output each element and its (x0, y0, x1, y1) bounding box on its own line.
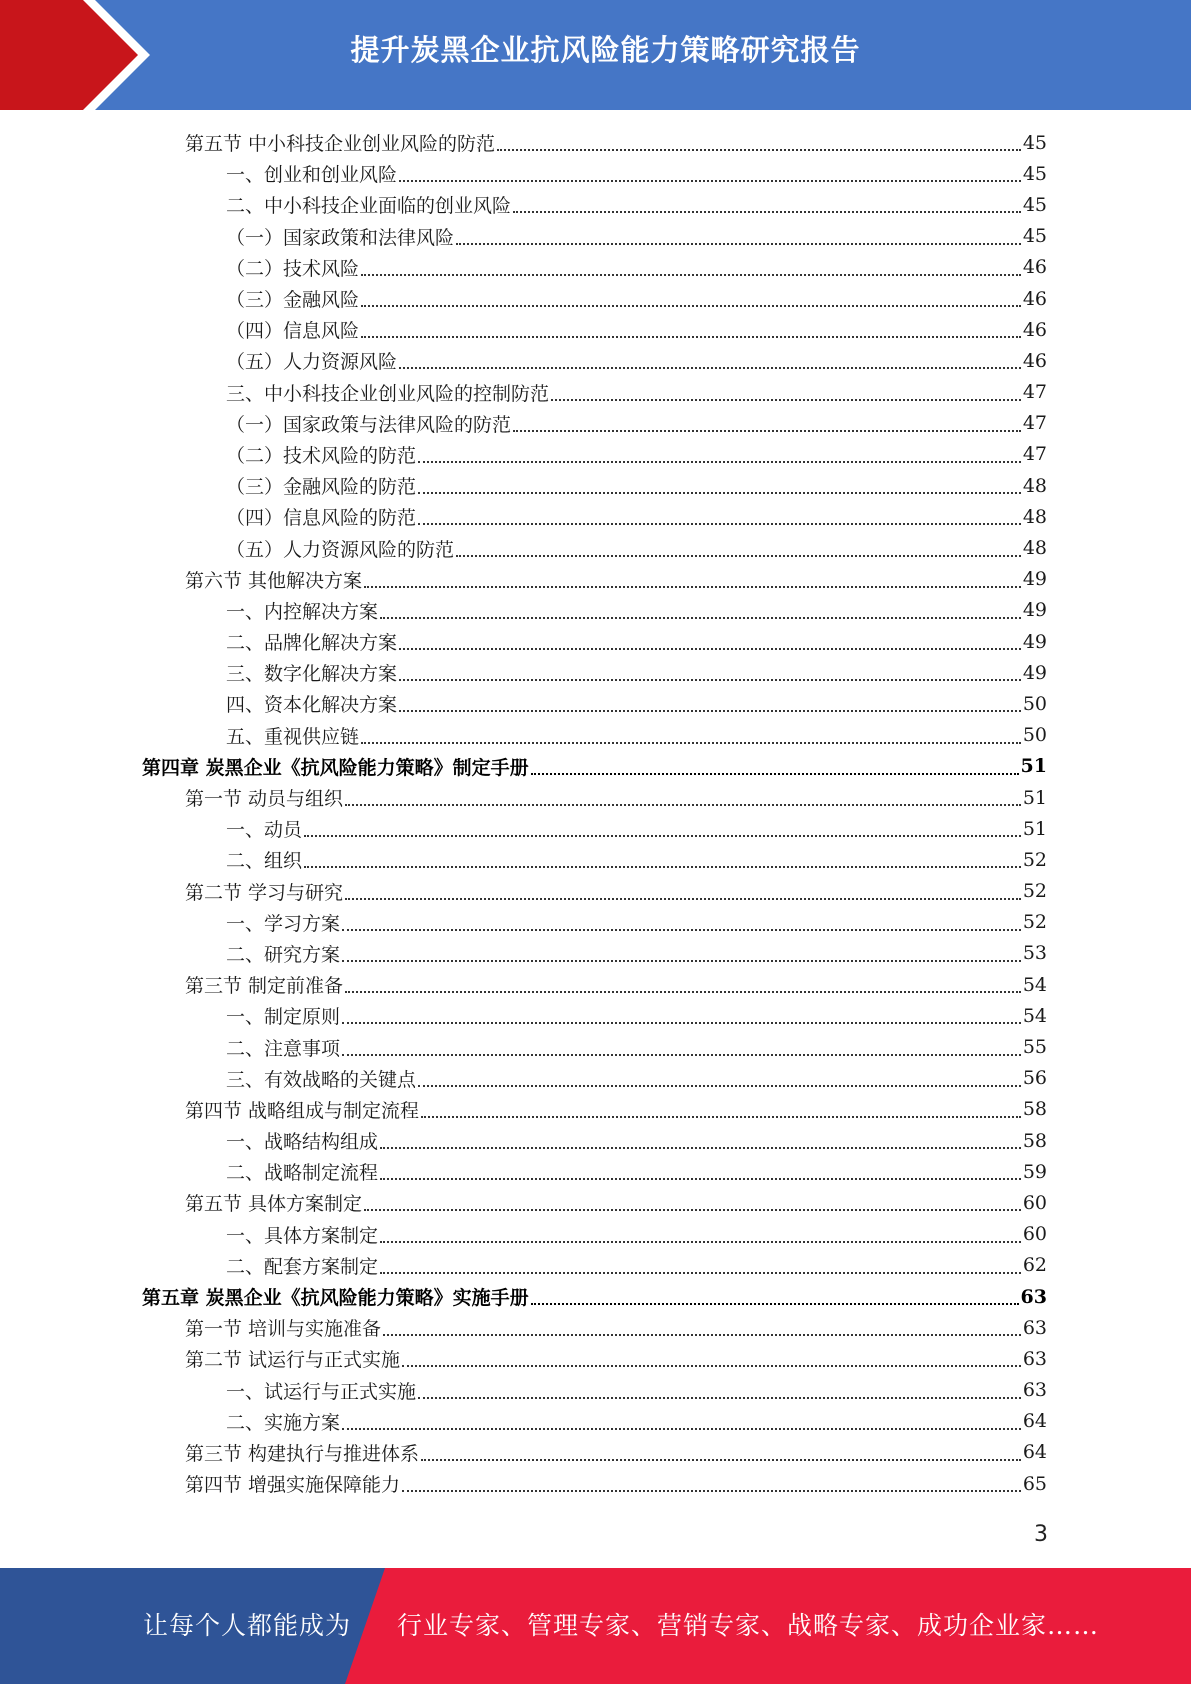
toc-entry-title: 第三节 构建执行与推进体系 (185, 1442, 420, 1465)
toc-page-number: 46 (1022, 318, 1047, 341)
toc-section-entry[interactable] (0, 1343, 1047, 1374)
toc-page-number: 48 (1022, 537, 1047, 560)
toc-entry-title: 二、组织 (226, 850, 303, 873)
toc-page-number: 50 (1022, 692, 1047, 715)
toc-chapter-entry[interactable] (0, 751, 1047, 782)
toc-dot-leader (421, 1115, 1021, 1118)
toc-entry-title: 二、配套方案制定 (226, 1255, 379, 1278)
toc-dot-leader (342, 1021, 1021, 1024)
toc-dot-leader (456, 554, 1021, 557)
toc-dot-leader (304, 834, 1021, 837)
toc-entry-title: 二、实施方案 (226, 1411, 341, 1434)
toc-chapter-entry[interactable] (0, 1281, 1047, 1312)
toc-dot-leader (345, 990, 1021, 993)
footer-slogan-left: 让每个人都能成为 (143, 1611, 352, 1640)
toc-page-number: 47 (1022, 412, 1047, 435)
report-title: 提升炭黑企业抗风险能力策略研究报告 (350, 33, 861, 67)
toc-page-number: 53 (1022, 942, 1047, 965)
toc-dot-leader (345, 803, 1021, 806)
toc-page-number: 51 (1022, 786, 1047, 809)
toc-page-number: 45 (1022, 193, 1047, 216)
toc-entry-title: 一、制定原则 (226, 1006, 341, 1029)
toc-section-entry[interactable] (0, 564, 1047, 595)
toc-page-number: 48 (1022, 474, 1047, 497)
toc-entry-title: 二、中小科技企业面临的创业风险 (226, 195, 512, 218)
toc-entry-title: 第四节 增强实施保障能力 (185, 1474, 401, 1497)
toc-section-entry[interactable] (0, 1094, 1047, 1125)
toc-page-number: 52 (1022, 848, 1047, 871)
toc-entry-title: （一）国家政策和法律风险 (226, 226, 455, 249)
toc-subsection-entry[interactable] (0, 501, 1047, 532)
toc-page-number: 51 (1020, 755, 1047, 778)
toc-dot-leader (304, 865, 1021, 868)
toc-subsection-entry[interactable] (0, 221, 1047, 252)
toc-entry-title: （五）人力资源风险的防范 (226, 538, 455, 561)
toc-page-number: 51 (1022, 817, 1047, 840)
toc-entry-title: 二、研究方案 (226, 943, 341, 966)
toc-dot-leader (361, 273, 1021, 276)
toc-page-number: 48 (1022, 505, 1047, 528)
toc-subsection-entry[interactable] (0, 189, 1047, 220)
toc-page-number: 47 (1022, 443, 1047, 466)
toc-dot-leader (361, 741, 1021, 744)
toc-dot-leader (361, 304, 1021, 307)
toc-page-number: 54 (1022, 973, 1047, 996)
page-number: 3 (1034, 1522, 1048, 1547)
toc-entry-title: （三）金融风险 (226, 289, 360, 312)
toc-entry-title: （三）金融风险的防范 (226, 476, 417, 499)
toc-dot-leader (364, 1208, 1021, 1211)
toc-entry-title: （四）信息风险 (226, 320, 360, 343)
toc-page-number: 50 (1022, 724, 1047, 747)
toc-page-number: 49 (1022, 661, 1047, 684)
toc-page-number: 49 (1022, 630, 1047, 653)
toc-dot-leader (342, 1053, 1021, 1056)
toc-subsection-entry[interactable] (0, 844, 1047, 875)
toc-dot-leader (342, 928, 1021, 931)
toc-subsection-entry[interactable] (0, 907, 1047, 938)
toc-dot-leader (399, 179, 1021, 182)
toc-subsection-entry[interactable] (0, 1156, 1047, 1187)
toc-subsection-entry[interactable] (0, 1375, 1047, 1406)
toc-section-entry[interactable] (0, 1468, 1047, 1499)
toc-entry-title: （一）国家政策与法律风险的防范 (226, 413, 512, 436)
page-footer (0, 1568, 1191, 1684)
toc-dot-leader (418, 1084, 1021, 1087)
toc-entry-title: 五、重视供应链 (226, 725, 360, 748)
toc-dot-leader (380, 1271, 1021, 1274)
toc-page-number: 64 (1022, 1441, 1047, 1464)
toc-dot-leader (380, 616, 1021, 619)
toc-entry-title: 第四章 炭黑企业《抗风险能力策略》制定手册 (142, 756, 529, 779)
toc-dot-leader (399, 647, 1021, 650)
toc-entry-title: 三、数字化解决方案 (226, 663, 398, 686)
toc-entry-title: 第五节 具体方案制定 (185, 1193, 363, 1216)
toc-section-entry[interactable] (0, 1437, 1047, 1468)
toc-entry-title: 第五节 中小科技企业创业风险的防范 (185, 133, 496, 156)
toc-dot-leader (383, 1333, 1021, 1336)
toc-dot-leader (345, 897, 1021, 900)
toc-entry-title: 第五章 炭黑企业《抗风险能力策略》实施手册 (142, 1287, 529, 1310)
toc-page-number: 45 (1022, 225, 1047, 248)
toc-dot-leader (402, 1364, 1021, 1367)
toc-dot-leader (418, 522, 1021, 525)
toc-subsection-entry[interactable] (0, 1031, 1047, 1062)
toc-subsection-entry[interactable] (0, 938, 1047, 969)
toc-dot-leader (551, 398, 1021, 401)
toc-page-number: 46 (1022, 287, 1047, 310)
toc-entry-title: 三、有效战略的关键点 (226, 1068, 417, 1091)
toc-entry-title: 二、品牌化解决方案 (226, 632, 398, 655)
toc-page-number: 54 (1022, 1004, 1047, 1027)
toc-subsection-entry[interactable] (0, 813, 1047, 844)
toc-subsection-entry[interactable] (0, 408, 1047, 439)
toc-page-number: 56 (1022, 1067, 1047, 1090)
toc-page-number: 63 (1022, 1379, 1047, 1402)
toc-section-entry[interactable] (0, 876, 1047, 907)
toc-entry-title: 第二节 学习与研究 (185, 881, 344, 904)
toc-entry-title: 第二节 试运行与正式实施 (185, 1349, 401, 1372)
toc-page-number: 49 (1022, 599, 1047, 622)
toc-page-number: 63 (1022, 1347, 1047, 1370)
toc-entry-title: 二、注意事项 (226, 1037, 341, 1060)
toc-dot-leader (421, 1458, 1021, 1461)
toc-subsection-entry[interactable] (0, 1406, 1047, 1437)
toc-subsection-entry[interactable] (0, 377, 1047, 408)
toc-entry-title: （五）人力资源风险 (226, 351, 398, 374)
toc-dot-leader (497, 148, 1021, 151)
toc-dot-leader (513, 210, 1021, 213)
toc-entry-title: 一、学习方案 (226, 912, 341, 935)
toc-entry-title: 一、战略结构组成 (226, 1131, 379, 1154)
toc-page-number: 60 (1022, 1191, 1047, 1214)
toc-subsection-entry[interactable] (0, 1063, 1047, 1094)
footer-slogan-right: 行业专家、管理专家、营销专家、战略专家、成功企业家…… (397, 1611, 1100, 1640)
toc-entry-title: （四）信息风险的防范 (226, 507, 417, 530)
toc-page-number: 45 (1022, 162, 1047, 185)
toc-section-entry[interactable] (0, 1312, 1047, 1343)
toc-subsection-entry[interactable] (0, 657, 1047, 688)
toc-entry-title: 第一节 培训与实施准备 (185, 1318, 382, 1341)
toc-subsection-entry[interactable] (0, 720, 1047, 751)
toc-page-number: 49 (1022, 568, 1047, 591)
table-of-contents (0, 127, 1191, 1499)
toc-page-number: 58 (1022, 1098, 1047, 1121)
toc-page-number: 52 (1022, 880, 1047, 903)
toc-entry-title: （二）技术风险 (226, 257, 360, 280)
toc-entry-title: 第一节 动员与组织 (185, 788, 344, 811)
toc-subsection-entry[interactable] (0, 1125, 1047, 1156)
toc-dot-leader (380, 1240, 1021, 1243)
toc-subsection-entry[interactable] (0, 314, 1047, 345)
toc-subsection-entry[interactable] (0, 688, 1047, 719)
toc-page-number: 64 (1022, 1410, 1047, 1433)
toc-entry-title: 一、具体方案制定 (226, 1224, 379, 1247)
toc-subsection-entry[interactable] (0, 252, 1047, 283)
toc-page-number: 62 (1022, 1254, 1047, 1277)
page-header (0, 0, 1191, 110)
toc-dot-leader (380, 1146, 1021, 1149)
toc-entry-title: （二）技术风险的防范 (226, 444, 417, 467)
toc-page-number: 46 (1022, 256, 1047, 279)
toc-section-entry[interactable] (0, 127, 1047, 158)
toc-dot-leader (402, 1489, 1021, 1492)
toc-dot-leader (399, 678, 1021, 681)
toc-dot-leader (399, 709, 1021, 712)
toc-page-number: 47 (1022, 381, 1047, 404)
toc-subsection-entry[interactable] (0, 1000, 1047, 1031)
toc-entry-title: 四、资本化解决方案 (226, 694, 398, 717)
toc-page-number: 63 (1022, 1316, 1047, 1339)
toc-dot-leader (342, 1427, 1021, 1430)
toc-page-number: 52 (1022, 911, 1047, 934)
toc-dot-leader (380, 1177, 1021, 1180)
toc-subsection-entry[interactable] (0, 470, 1047, 501)
toc-dot-leader (418, 1396, 1021, 1399)
toc-entry-title: 一、动员 (226, 819, 303, 842)
toc-subsection-entry[interactable] (0, 1250, 1047, 1281)
toc-subsection-entry[interactable] (0, 626, 1047, 657)
toc-entry-title: 三、中小科技企业创业风险的控制防范 (226, 382, 550, 405)
toc-section-entry[interactable] (0, 969, 1047, 1000)
toc-page-number: 59 (1022, 1160, 1047, 1183)
toc-page-number: 58 (1022, 1129, 1047, 1152)
toc-page-number: 60 (1022, 1223, 1047, 1246)
toc-entry-title: 第三节 制定前准备 (185, 975, 344, 998)
toc-dot-leader (513, 429, 1021, 432)
toc-dot-leader (418, 460, 1021, 463)
toc-subsection-entry[interactable] (0, 532, 1047, 563)
toc-dot-leader (361, 335, 1021, 338)
toc-dot-leader (418, 491, 1021, 494)
toc-subsection-entry[interactable] (0, 595, 1047, 626)
toc-dot-leader (531, 772, 1019, 775)
toc-subsection-entry[interactable] (0, 1219, 1047, 1250)
toc-dot-leader (531, 1302, 1019, 1305)
toc-entry-title: 一、试运行与正式实施 (226, 1380, 417, 1403)
toc-entry-title: 二、战略制定流程 (226, 1162, 379, 1185)
toc-dot-leader (364, 585, 1021, 588)
toc-section-entry[interactable] (0, 1187, 1047, 1218)
toc-subsection-entry[interactable] (0, 158, 1047, 189)
toc-page-number: 63 (1020, 1285, 1047, 1308)
toc-section-entry[interactable] (0, 782, 1047, 813)
toc-subsection-entry[interactable] (0, 283, 1047, 314)
toc-entry-title: 第六节 其他解决方案 (185, 569, 363, 592)
toc-page-number: 55 (1022, 1036, 1047, 1059)
toc-entry-title: 一、内控解决方案 (226, 600, 379, 623)
toc-subsection-entry[interactable] (0, 345, 1047, 376)
toc-dot-leader (456, 242, 1021, 245)
toc-entry-title: 一、创业和创业风险 (226, 164, 398, 187)
toc-subsection-entry[interactable] (0, 439, 1047, 470)
toc-page-number: 65 (1022, 1472, 1047, 1495)
toc-page-number: 45 (1022, 131, 1047, 154)
toc-dot-leader (399, 366, 1021, 369)
toc-page-number: 46 (1022, 349, 1047, 372)
toc-dot-leader (342, 959, 1021, 962)
toc-entry-title: 第四节 战略组成与制定流程 (185, 1099, 420, 1122)
